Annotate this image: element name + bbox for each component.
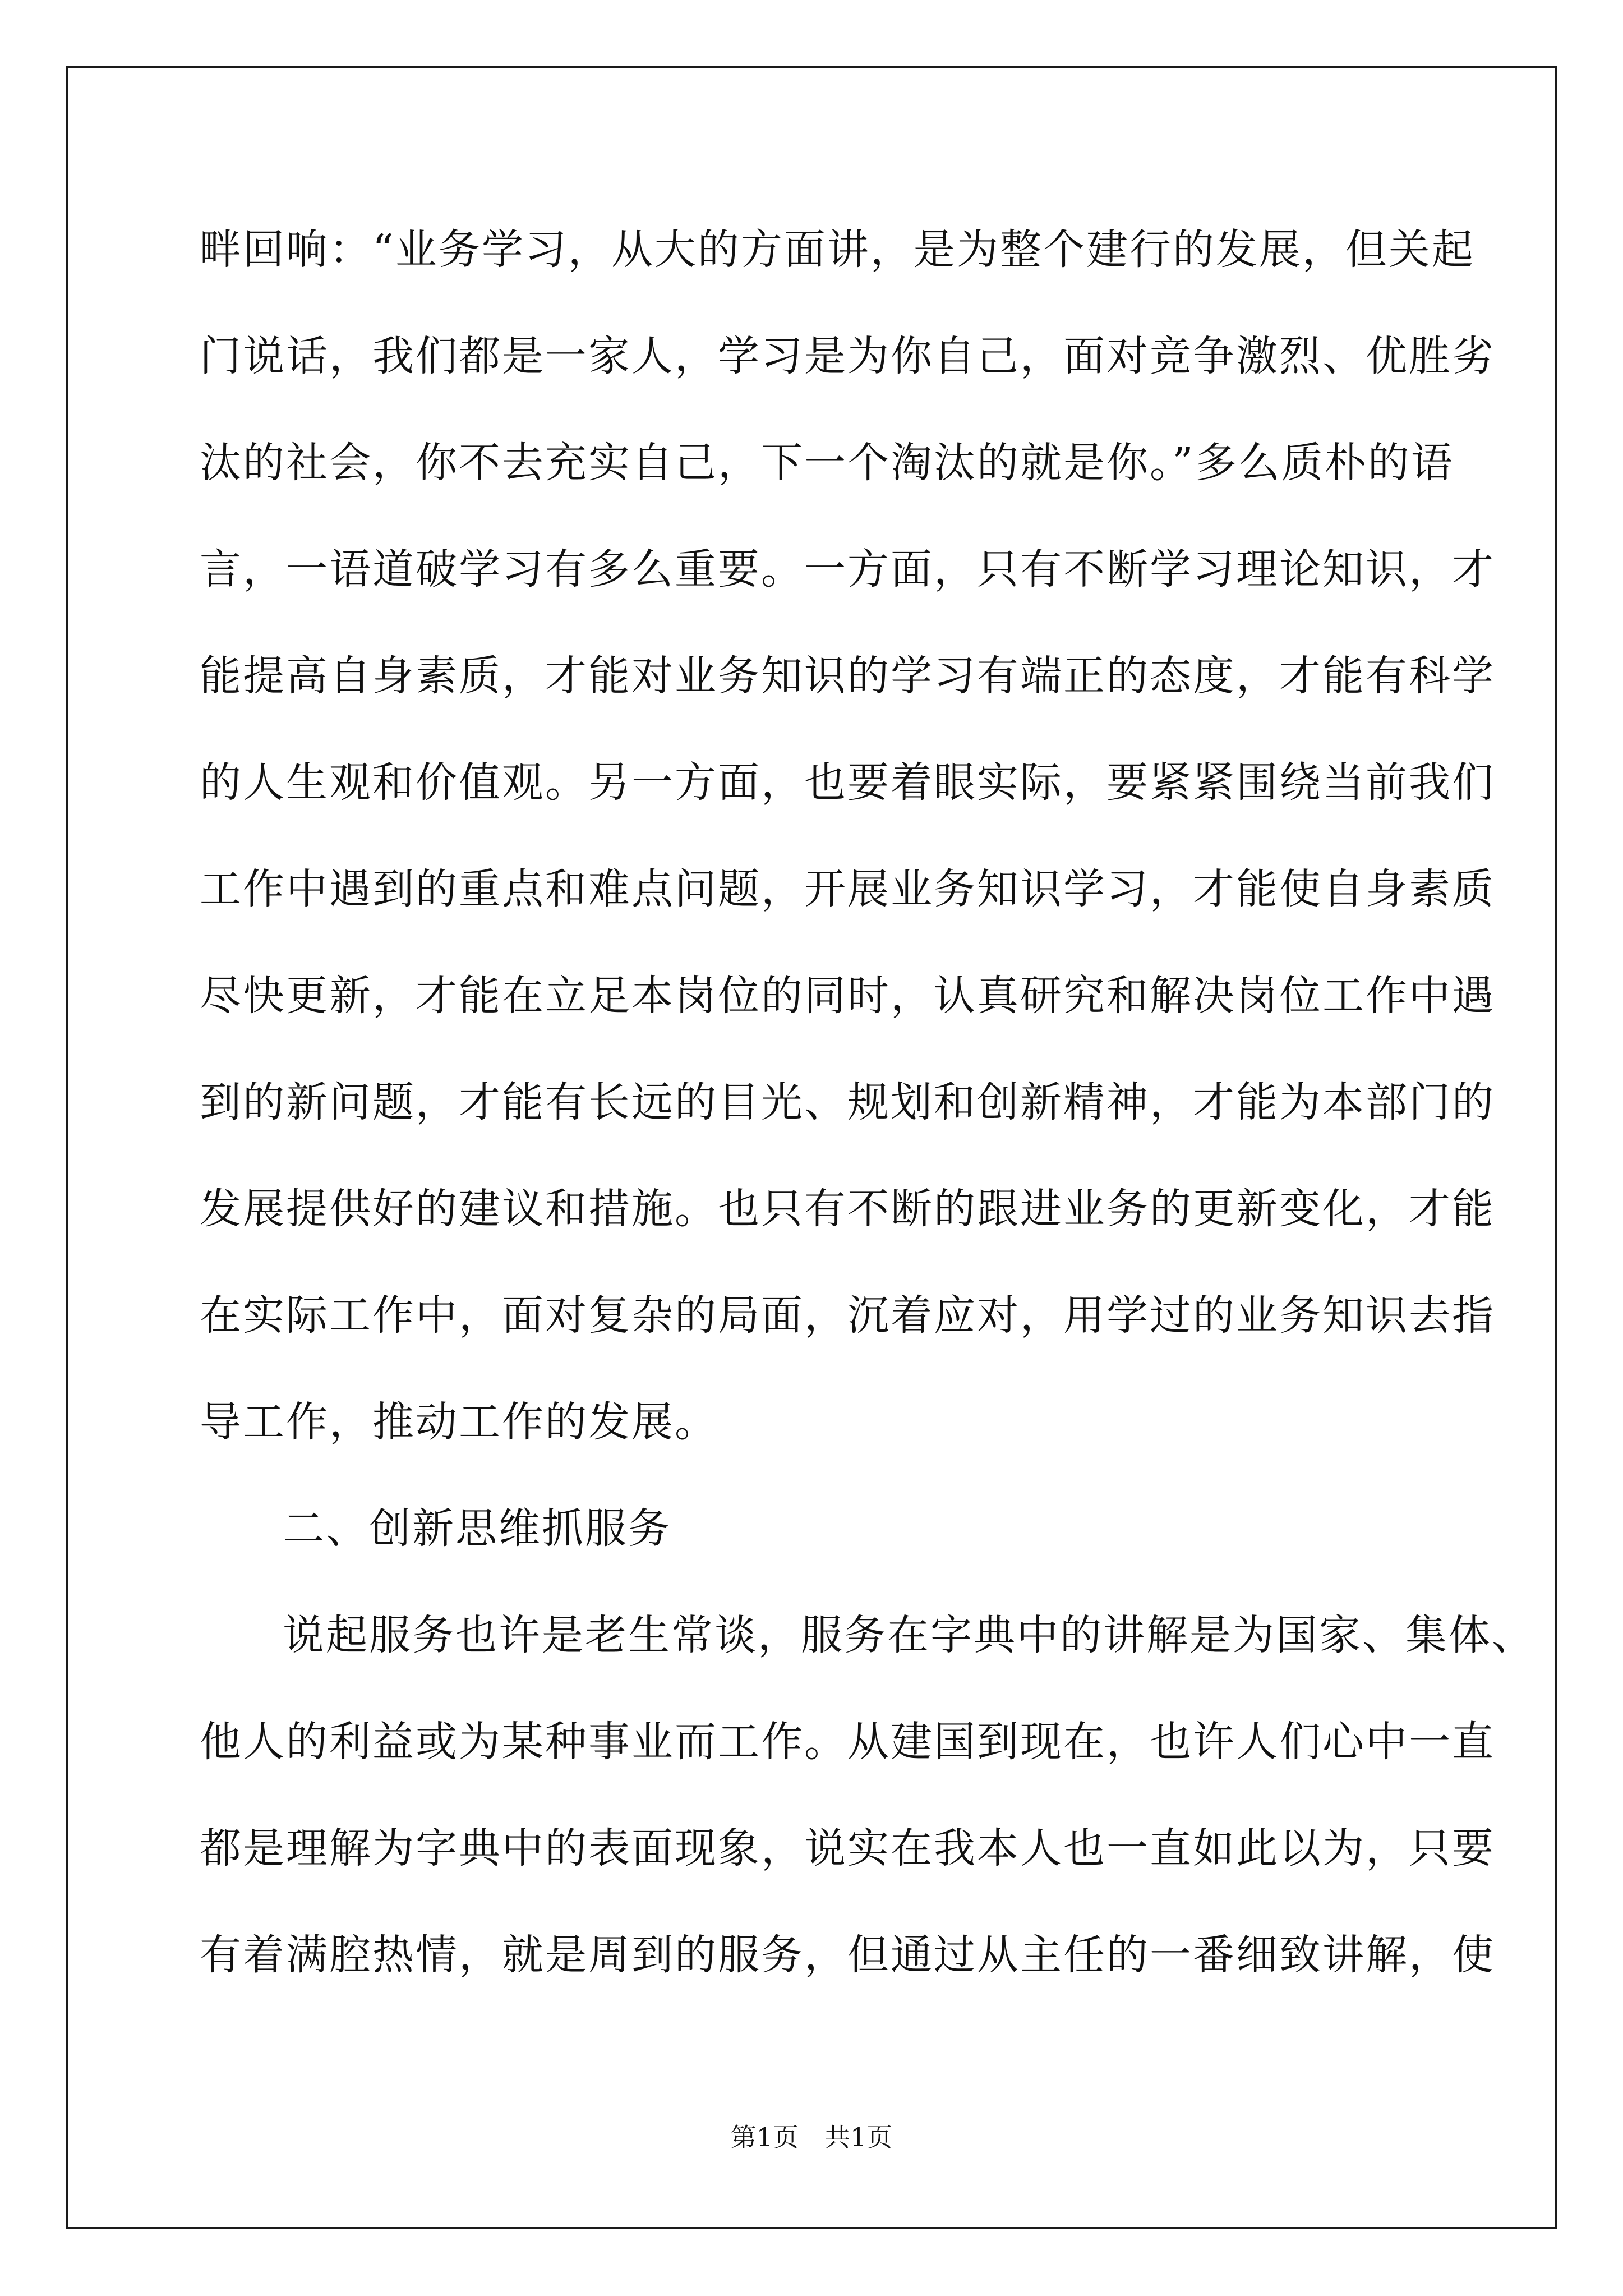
- text-line-5: 能提高自身素质，才能对业务知识的学习有端正的态度，才能有科学: [200, 652, 1495, 700]
- document-body: [200, 219, 1535, 2031]
- text-line-16: 都是理解为字典中的表面现象，说实在我本人也一直如此以为，只要: [200, 1824, 1495, 1872]
- text-line-17: 有着满腔热情，就是周到的服务，但通过从主任的一番细致讲解，使: [200, 1931, 1495, 1979]
- text-line-7: 工作中遇到的重点和难点问题，开展业务知识学习，才能使自身素质: [200, 865, 1495, 913]
- text-line-12: 导工作，推动工作的发展。: [200, 1398, 718, 1446]
- text-line-15: 他人的利益或为某种事业而工作。从建国到现在，也许人们心中一直: [200, 1718, 1495, 1766]
- text-line-2: 门说话，我们都是一家人，学习是为你自己，面对竞争激烈、优胜劣: [200, 332, 1495, 380]
- text-line-6: 的人生观和价值观。另一方面，也要着眼实际，要紧紧围绕当前我们: [200, 758, 1495, 807]
- text-line-4: 言，一语道破学习有多么重要。一方面，只有不断学习理论知识，才: [200, 545, 1495, 593]
- text-line-14: 说起服务也许是老生常谈，服务在字典中的讲解是为国家、集体、: [283, 1611, 1535, 1659]
- text-line-11: 在实际工作中，面对复杂的局面，沉着应对，用学过的业务知识去指: [200, 1291, 1495, 1340]
- text-line-8: 尽快更新，才能在立足本岗位的同时，认真研究和解决岗位工作中遇: [200, 972, 1495, 1020]
- page-number: 第1页 共1页: [730, 2122, 893, 2152]
- text-line-9: 到的新问题，才能有长远的目光、规划和创新精神，才能为本部门的: [200, 1078, 1495, 1126]
- text-line-10: 发展提供好的建议和措施。也只有不断的跟进业务的更新变化，才能: [200, 1185, 1495, 1233]
- text-line-1: 畔回响：“业务学习，从大的方面讲，是为整个建行的发展，但关起: [200, 226, 1475, 274]
- section-heading: 二、创新思维抓服务: [283, 1504, 671, 1553]
- text-line-3: 汰的社会，你不去充实自己，下一个淘汰的就是你。”多么质朴的语: [200, 439, 1454, 487]
